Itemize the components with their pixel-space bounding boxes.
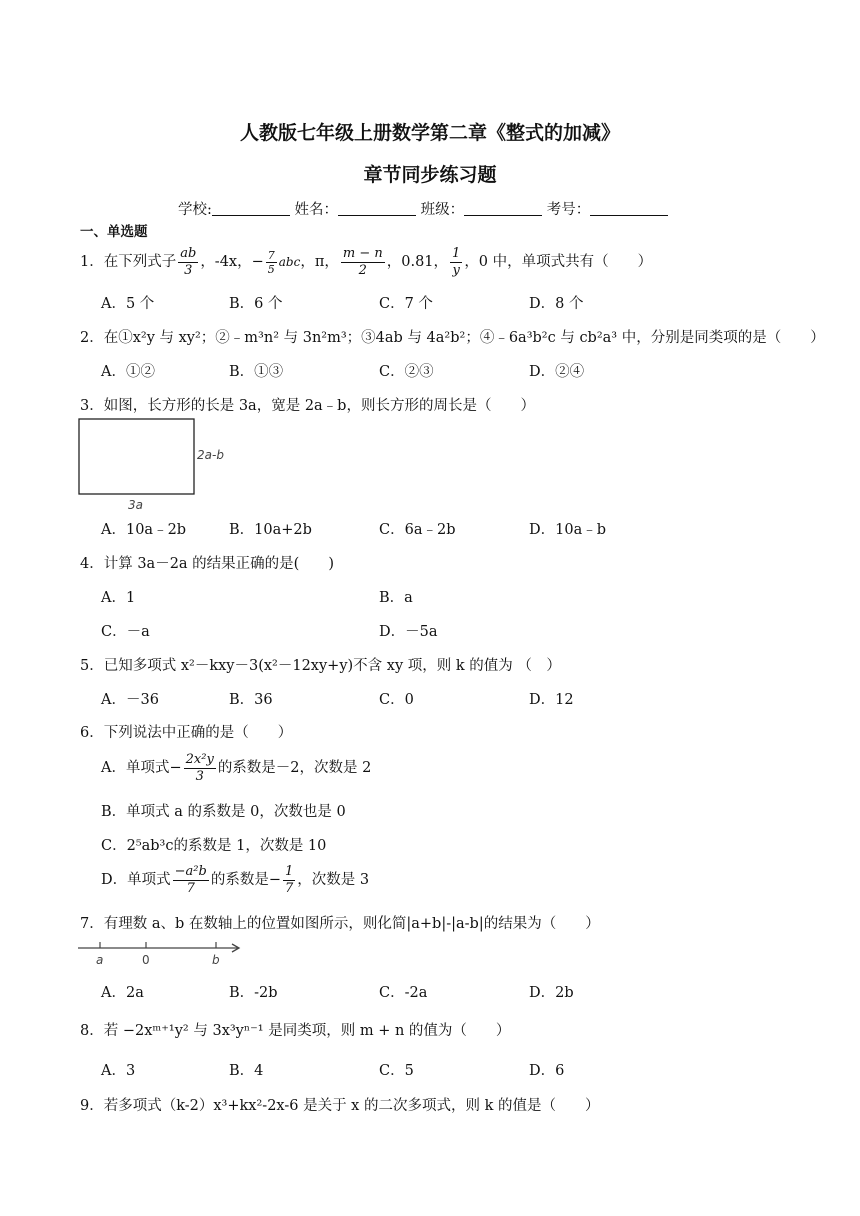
q4-option-a[interactable]: A．1	[101, 590, 136, 606]
q6-a-prefix: A．单项式	[101, 760, 170, 776]
page-subtitle: 章节同步练习题	[363, 164, 497, 186]
q3-option-d[interactable]: D．10a﹣b	[529, 522, 607, 538]
q5-option-b[interactable]: B．36	[229, 692, 273, 708]
q1-suffix: ，0 中，单项式共有（ ）	[464, 254, 653, 270]
q6-option-b[interactable]: B．单项式 a 的系数是 0，次数也是 0	[101, 804, 346, 820]
q6-d-minus: −	[268, 872, 281, 888]
q3-option-c[interactable]: C．6a﹣2b	[379, 522, 456, 538]
q2-option-b[interactable]: B．①③	[229, 364, 284, 380]
q1-option-d[interactable]: D．8 个	[529, 296, 584, 312]
q7-option-b[interactable]: B．-2b	[229, 985, 278, 1001]
school-blank[interactable]	[212, 201, 290, 216]
q6-d-suffix: ，次数是 3	[297, 872, 370, 888]
q1-abc: abc	[278, 255, 301, 269]
q1-minus: −	[251, 254, 264, 270]
q6-option-d[interactable]	[101, 860, 369, 900]
q1-fraction-2: $\frac{7}{5}$	[267, 248, 275, 276]
question-9: 9．若多项式（k-2）x³+kx²-2x-6 是关于 x 的二次多项式，则 k 的值是（ ）	[80, 1098, 600, 1114]
q1-option-b[interactable]: B．6 个	[229, 296, 283, 312]
q4-option-b[interactable]: B．a	[379, 590, 413, 606]
q2-option-c[interactable]: C．②③	[379, 364, 434, 380]
q7-option-d[interactable]: D．2b	[529, 985, 574, 1001]
question-1	[80, 242, 652, 282]
name-blank[interactable]	[338, 201, 416, 216]
q7-option-a[interactable]: A．2a	[101, 985, 144, 1001]
q5-option-d[interactable]: D．12	[529, 692, 574, 708]
rectangle-shape	[79, 419, 194, 494]
q1-text-2: ，π，	[300, 254, 339, 270]
axis-label-0: 0	[142, 953, 150, 967]
rect-width-label: 2a-b	[197, 448, 224, 462]
q6-d-fraction: $\frac{\text{−a²b}}{7}$	[174, 863, 207, 896]
axis-label-b: b	[212, 953, 220, 967]
q2-option-d[interactable]: D．②④	[529, 364, 585, 380]
q8-option-c[interactable]: C．5	[379, 1063, 414, 1079]
q2-option-a[interactable]: A．①②	[101, 364, 155, 380]
page-title: 人教版七年级上册数学第二章《整式的加减》	[239, 122, 620, 144]
question-2: 2．在①x²y 与 xy²；②﹣m³n² 与 3n²m³；③4ab 与 4a²b²；④﹣6a³b²c 与 cb²a³ 中，分别是同类项的是（ ）	[80, 330, 825, 346]
question-8: 8．若 −2xᵐ⁺¹y² 与 3x³yⁿ⁻¹ 是同类项，则 m + n 的值为（ ）	[80, 1023, 511, 1039]
q1-text-3: ，0.81，	[386, 254, 449, 270]
q1-option-a[interactable]: A．5 个	[101, 296, 155, 312]
q1-text-1: ，-4x，	[200, 254, 252, 270]
q6-a-suffix: 的系数是－2，次数是 2	[217, 760, 372, 776]
q1-fraction-1: $\frac{ab}{3}$	[180, 245, 197, 278]
q8-option-d[interactable]: D．6	[529, 1063, 565, 1079]
question-7: 7．有理数 a、b 在数轴上的位置如图所示，则化简|a+b|-|a-b|的结果为（ ）	[80, 916, 600, 932]
section-title: 一、单选题	[80, 224, 148, 240]
axis-label-a: a	[96, 953, 104, 967]
class-label: 班级：	[420, 202, 465, 218]
q6-d-fraction-2: $\frac{1}{7}$	[284, 863, 294, 896]
school-label: 学校:	[178, 202, 212, 218]
question-5: 5．已知多项式 x²－kxy－3(x²－12xy+y)不含 xy 项，则 k 的值为 （ ）	[80, 658, 561, 674]
q8-option-b[interactable]: B．4	[229, 1063, 264, 1079]
exam-no-label: 考号：	[546, 202, 591, 218]
q4-option-c[interactable]: C．－a	[101, 624, 150, 640]
q6-a-fraction: $\frac{\text{2x²y}}{3}$	[185, 751, 214, 784]
q3-option-a[interactable]: A．10a﹣2b	[101, 522, 187, 538]
question-6: 6．下列说法中正确的是（ ）	[80, 725, 293, 741]
q5-option-c[interactable]: C．0	[379, 692, 414, 708]
exam-no-blank[interactable]	[590, 201, 668, 216]
rectangle-figure	[76, 416, 236, 516]
number-line-figure	[76, 938, 246, 970]
student-info-line	[178, 198, 668, 219]
q6-d-prefix: D．单项式	[101, 872, 171, 888]
question-4: 4．计算 3a－2a 的结果正确的是( )	[80, 556, 334, 572]
q1-fraction-3: $\frac{m - n}{2}$	[342, 245, 383, 278]
q7-option-c[interactable]: C．-2a	[379, 985, 428, 1001]
name-label: 姓名：	[294, 202, 338, 218]
question-3: 3．如图，长方形的长是 3a，宽是 2a﹣b，则长方形的周长是（ ）	[80, 398, 535, 414]
q6-option-c[interactable]: C．2⁵ab³c的系数是 1，次数是 10	[101, 838, 327, 854]
q4-option-d[interactable]: D．－5a	[379, 624, 438, 640]
class-blank[interactable]	[464, 201, 542, 216]
q6-a-minus: −	[169, 760, 182, 776]
q3-option-b[interactable]: B．10a+2b	[229, 522, 312, 538]
q1-prefix: 1．在下列式子	[80, 254, 177, 270]
q1-fraction-4: $\frac{1}{y}$	[452, 245, 461, 278]
rect-length-label: 3a	[128, 498, 143, 512]
q6-d-mid: 的系数是	[210, 872, 269, 888]
q5-option-a[interactable]: A．－36	[101, 692, 159, 708]
q8-option-a[interactable]: A．3	[101, 1063, 136, 1079]
q1-option-c[interactable]: C．7 个	[379, 296, 433, 312]
q6-option-a[interactable]	[101, 748, 371, 788]
